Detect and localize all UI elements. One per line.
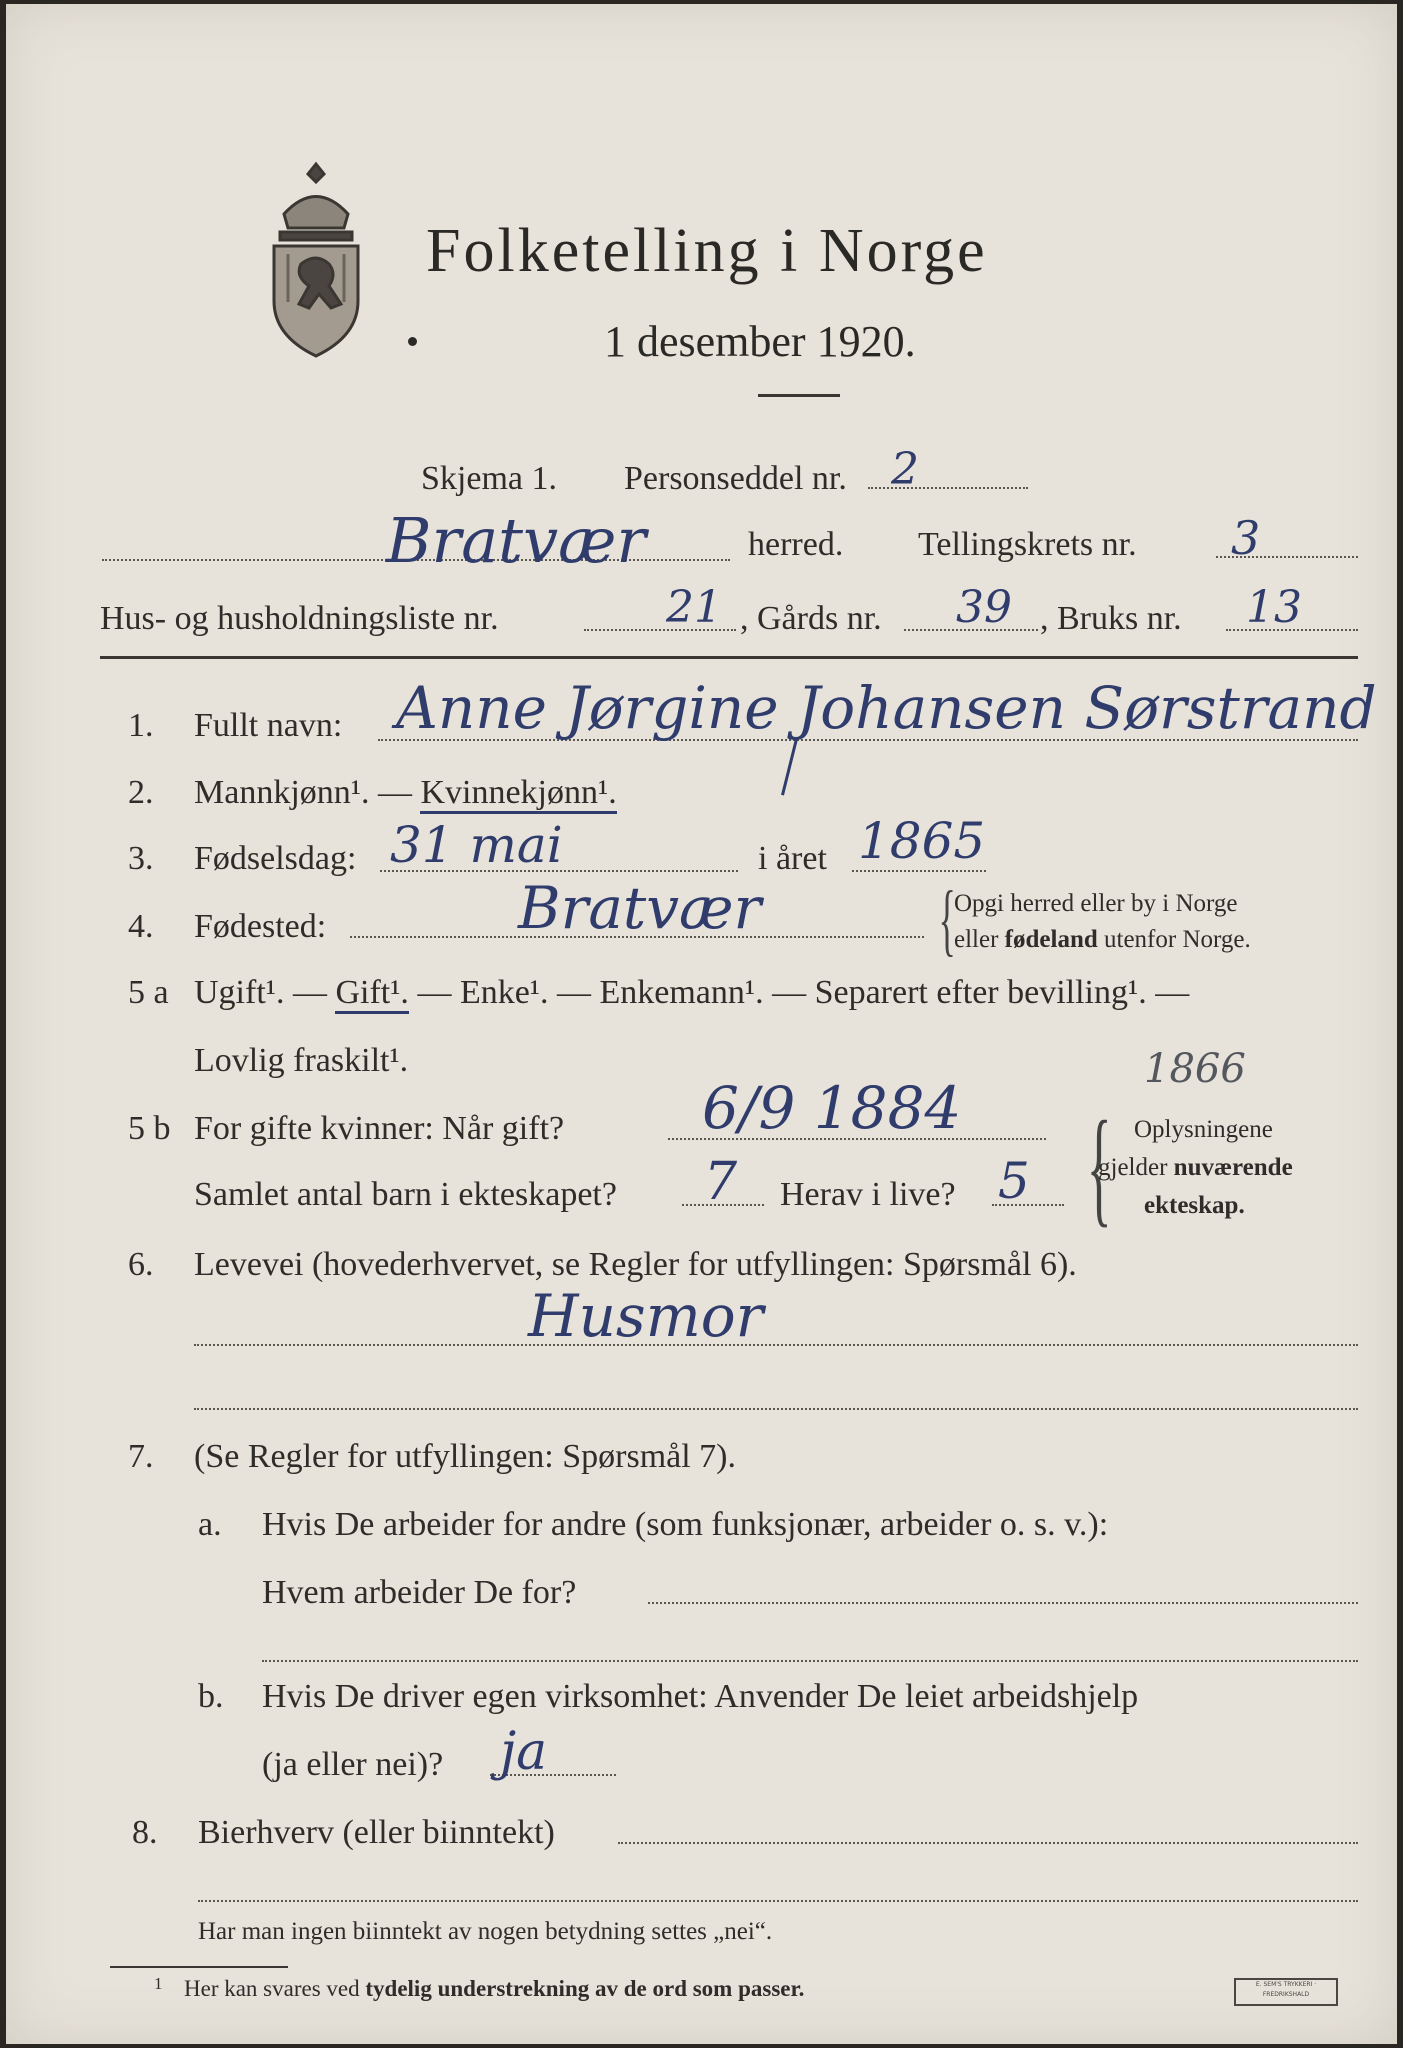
gards-number: 39: [956, 582, 1012, 633]
q7-number: 7.: [128, 1438, 154, 1475]
form-title: Folketelling i Norge: [426, 217, 988, 285]
q4-note-line1: Opgi herred eller by i Norge: [954, 890, 1238, 917]
q3-label: Fødselsdag:: [194, 840, 357, 877]
herred-label: herred.: [748, 526, 844, 563]
q7a-dots-2: [262, 1660, 1358, 1662]
husliste-label: Hus- og husholdningsliste nr.: [100, 600, 499, 637]
q8-dots-1: [618, 1842, 1358, 1844]
printer-stamp: E. SEM'S TRYKKERI · FREDRIKSHALD: [1234, 1978, 1338, 2006]
q2-kvinnekjonn-underlined: Kvinnekjønn¹.: [420, 774, 616, 814]
q4-note-line2: eller fødeland utenfor Norge.: [954, 926, 1251, 953]
q3-year-dots: [852, 870, 986, 872]
q7b-line1: Hvis De driver egen virksomhet: Anvender De leiet arbeidshjelp: [262, 1678, 1139, 1715]
q5b-children-count: 7: [704, 1152, 738, 1212]
q2-label: [194, 774, 617, 812]
husliste-number: 21: [666, 582, 722, 633]
bruks-number: 13: [1246, 582, 1302, 633]
q6-occupation: Husmor: [528, 1282, 764, 1350]
form-date: 1 desember 1920.: [604, 317, 916, 366]
census-form-page: [6, 4, 1397, 2044]
q5b-label: For gifte kvinner: Når gift?: [194, 1110, 565, 1147]
tellingskrets-number: 3: [1231, 511, 1261, 565]
q5a-line2: Lovlig fraskilt¹.: [194, 1042, 409, 1079]
q5b-children-label: Samlet antal barn i ekteskapet?: [194, 1176, 617, 1213]
q4-label: Fødested:: [194, 908, 327, 945]
q2-mannkjonn: Mannkjønn¹. —: [194, 774, 421, 811]
q3-birth-date: 31 mai: [390, 816, 563, 874]
q2-number: 2.: [128, 774, 154, 811]
q6-label: Levevei (hovederhvervet, se Regler for utfyllingen: Spørsmål 6).: [194, 1246, 1077, 1283]
q4-number: 4.: [128, 908, 154, 945]
herred-value: Bratvær: [386, 504, 647, 577]
personseddel-number: 2: [891, 444, 919, 495]
q5b-brace: {: [1086, 1095, 1112, 1239]
header-divider: [100, 656, 1358, 659]
q1-full-name: Anne Jørgine Johansen Sørstrand: [396, 674, 1377, 742]
schema-label: Skjema 1.: [421, 460, 557, 497]
q5b-alive-count: 5: [998, 1152, 1030, 1210]
q7-label: (Se Regler for utfyllingen: Spørsmål 7).: [194, 1438, 737, 1475]
bruks-label: , Bruks nr.: [1040, 600, 1182, 637]
q3-year-label: i året: [758, 840, 827, 877]
q7a-line2: Hvem arbeider De for?: [262, 1574, 577, 1611]
q7a-dots-1: [648, 1602, 1358, 1604]
q5b-note-line1: Oplysningene: [1134, 1116, 1273, 1143]
footnote-number: 1: [154, 1974, 163, 1993]
q5b-note-line3: ekteskap.: [1144, 1192, 1245, 1219]
q5b-marriage-date: 6/9 1884: [702, 1074, 962, 1142]
q5a-number: 5 a: [128, 974, 169, 1011]
q4-birthplace: Bratvær: [518, 874, 762, 942]
q5b-note-line2: gjelder nuværende: [1098, 1154, 1293, 1181]
q5b-margin-note: 1866: [1144, 1046, 1246, 1092]
q8-number: 8.: [132, 1814, 158, 1851]
bullet-dot: [408, 337, 417, 346]
tellingskrets-label: Tellingskrets nr.: [918, 526, 1137, 563]
q3-birth-year: 1865: [858, 812, 986, 870]
footnote-text: Her kan svares ved tydelig understrekning av de ord som passer.: [184, 1976, 805, 2001]
q5b-alive-label: Herav i live?: [780, 1176, 956, 1213]
coat-of-arms-icon: [256, 154, 376, 359]
gards-label: , Gårds nr.: [740, 600, 882, 637]
q3-number: 3.: [128, 840, 154, 877]
title-divider: [758, 394, 840, 397]
personseddel-label: Personseddel nr.: [624, 460, 847, 497]
footnote-divider: [110, 1966, 288, 1968]
q5a-line1: Ugift¹. — Gift¹. — Enke¹. — Enkemann¹. — Separert efter bevilling¹. —: [194, 974, 1189, 1012]
q7b-line2: (ja eller nei)?: [262, 1746, 444, 1783]
q4-brace: {: [938, 876, 956, 964]
q5a-gift-underlined: Gift¹.: [335, 974, 408, 1014]
q8-dots-2: [198, 1900, 1358, 1902]
q7a-line1: Hvis De arbeider for andre (som funksjonær, arbeider o. s. v.):: [262, 1506, 1109, 1543]
q5b-number: 5 b: [128, 1110, 171, 1147]
q6-dots-1: [194, 1344, 1358, 1346]
q7a-letter: a.: [198, 1506, 222, 1543]
footer-note: Har man ingen biinntekt av nogen betydning settes „nei“.: [198, 1918, 773, 1945]
q8-label: Bierhverv (eller biinntekt): [198, 1814, 555, 1851]
q6-dots-2: [194, 1408, 1358, 1410]
q6-number: 6.: [128, 1246, 154, 1283]
q1-label: Fullt navn:: [194, 707, 343, 744]
q7b-answer: ja: [500, 1722, 548, 1782]
q1-name-stroke: [781, 738, 798, 795]
q7b-letter: b.: [198, 1678, 224, 1715]
q1-number: 1.: [128, 707, 154, 744]
